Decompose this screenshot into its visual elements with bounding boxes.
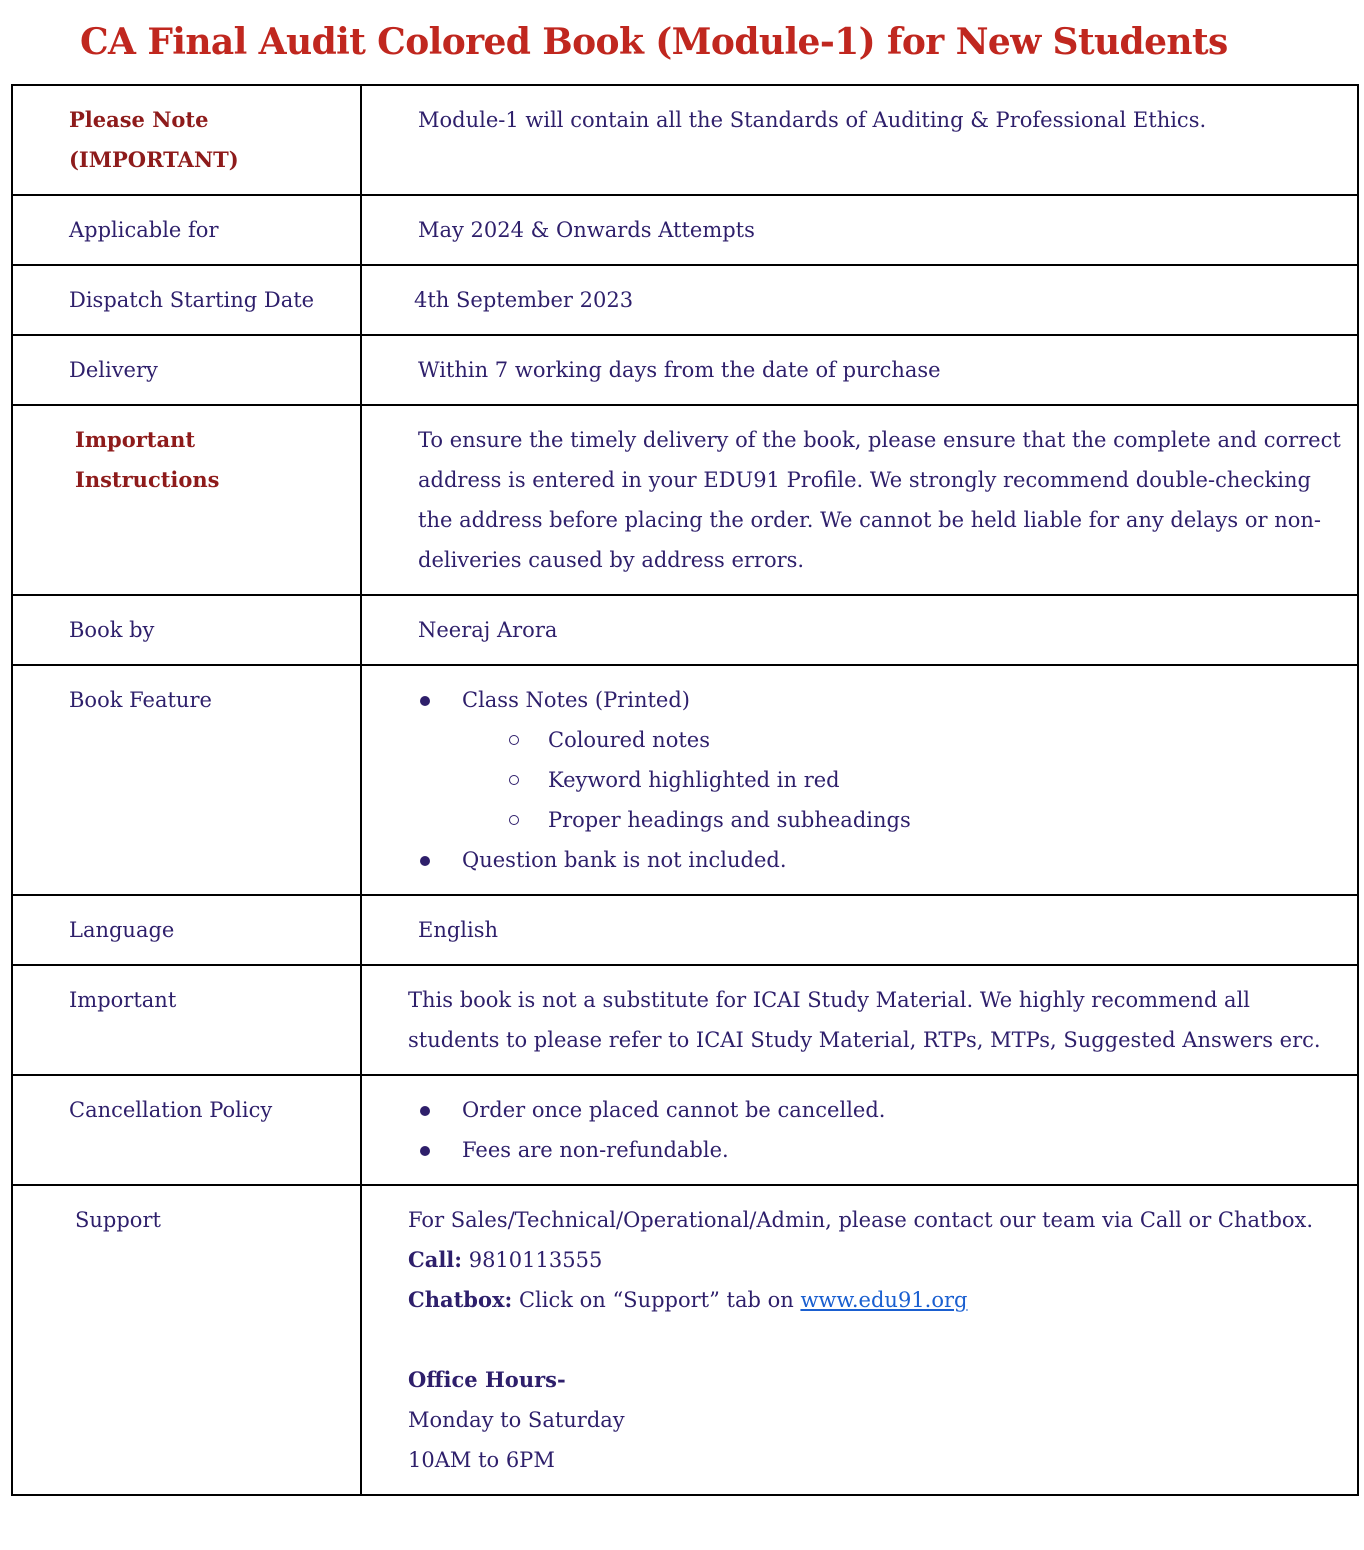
table-row <box>12 665 1358 895</box>
author-label: Book by <box>69 618 155 642</box>
value-cell <box>361 405 1358 595</box>
label-cell <box>12 195 361 265</box>
table-row <box>12 195 1358 265</box>
value-cell <box>361 335 1358 405</box>
table-row <box>12 595 1358 665</box>
cancellation-item2: Fees are non-refundable. <box>418 1130 1345 1170</box>
instructions-label-line2: Instructions <box>75 467 220 492</box>
value-cell <box>361 595 1358 665</box>
support-label: Support <box>75 1208 161 1232</box>
features-sub2: Keyword highlighted in red <box>462 760 1345 800</box>
table-row <box>12 1075 1358 1185</box>
list-item <box>418 680 1345 840</box>
features-list <box>418 680 1345 880</box>
note-label <box>13 86 360 194</box>
value-cell <box>361 1185 1358 1495</box>
value-cell <box>361 195 1358 265</box>
instructions-label <box>13 406 360 514</box>
office-hours-label: Office Hours- <box>408 1367 566 1392</box>
label-cell <box>12 405 361 595</box>
applicable-value: May 2024 & Onwards Attempts <box>418 218 755 242</box>
office-time: 10AM to 6PM <box>408 1448 555 1472</box>
table-row <box>12 85 1358 195</box>
table-row <box>12 1185 1358 1495</box>
table-row <box>12 335 1358 405</box>
applicable-label: Applicable for <box>69 218 219 242</box>
label-cell <box>12 895 361 965</box>
table-row <box>12 265 1358 335</box>
table-row <box>12 965 1358 1075</box>
page-title: CA Final Audit Colored Book (Module-1) for New Students <box>80 21 1228 63</box>
label-cell <box>12 335 361 405</box>
chatbox-text: Click on “Support” tab on <box>512 1288 801 1312</box>
value-cell <box>361 665 1358 895</box>
cancellation-list <box>418 1090 1345 1170</box>
spacer <box>408 1320 1345 1360</box>
cancellation-label: Cancellation Policy <box>69 1098 273 1122</box>
instructions-label-line1: Important <box>75 427 196 452</box>
features-item1: Class Notes (Printed) <box>462 688 690 712</box>
support-chatbox <box>408 1280 1345 1320</box>
value-cell <box>361 965 1358 1075</box>
cancellation-item1: Order once placed cannot be cancelled. <box>418 1090 1345 1130</box>
dispatch-label: Dispatch Starting Date <box>69 288 315 312</box>
delivery-value: Within 7 working days from the date of purchase <box>418 358 941 382</box>
label-cell <box>12 1185 361 1495</box>
delivery-label: Delivery <box>69 358 158 382</box>
features-sub1: Coloured notes <box>462 720 1345 760</box>
instructions-value: To ensure the timely delivery of the book, please ensure that the complete and correct address is entered in your EDU91 Profile. We strongly recommend double-checking the address before placing the order. We cannot be held liable for any delays or non-deliveries caused by address errors. <box>418 428 1341 572</box>
label-cell <box>12 85 361 195</box>
value-cell <box>361 895 1358 965</box>
label-cell <box>12 965 361 1075</box>
value-cell <box>361 85 1358 195</box>
value-cell <box>361 265 1358 335</box>
office-days: Monday to Saturday <box>408 1408 625 1432</box>
note-label-line2: (IMPORTANT) <box>69 147 239 172</box>
support-intro: For Sales/Technical/Operational/Admin, please contact our team via Call or Chatbox. <box>408 1208 1314 1232</box>
support-call <box>408 1240 1345 1280</box>
features-sub3: Proper headings and subheadings <box>462 800 1345 840</box>
table-row <box>12 405 1358 595</box>
support-value <box>362 1186 1357 1494</box>
table-row <box>12 895 1358 965</box>
website-link[interactable]: www.edu91.org <box>800 1288 968 1312</box>
note-value: Module-1 will contain all the Standards of Auditing & Professional Ethics. <box>418 108 1207 132</box>
language-value: English <box>418 918 499 942</box>
note-label-line1: Please Note <box>69 107 209 132</box>
important-value: This book is not a substitute for ICAI Study Material. We highly recommend all students to please refer to ICAI Study Material, RTPs, MTPs, Suggested Answers erc. <box>408 988 1321 1052</box>
call-label: Call: <box>408 1247 463 1272</box>
author-value: Neeraj Arora <box>418 618 558 642</box>
label-cell <box>12 1075 361 1185</box>
value-cell <box>361 1075 1358 1185</box>
product-info-table <box>11 84 1359 1496</box>
important-label: Important <box>69 988 177 1012</box>
call-number: 9810113555 <box>462 1248 603 1272</box>
features-value <box>362 666 1357 894</box>
features-label: Book Feature <box>69 688 212 712</box>
label-cell <box>12 665 361 895</box>
label-cell <box>12 265 361 335</box>
features-item2: Question bank is not included. <box>418 840 1345 880</box>
chatbox-label: Chatbox: <box>408 1287 513 1312</box>
features-sublist <box>462 720 1345 840</box>
dispatch-value: 4th September 2023 <box>414 288 634 312</box>
language-label: Language <box>69 918 175 942</box>
label-cell <box>12 595 361 665</box>
cancellation-value <box>362 1076 1357 1184</box>
